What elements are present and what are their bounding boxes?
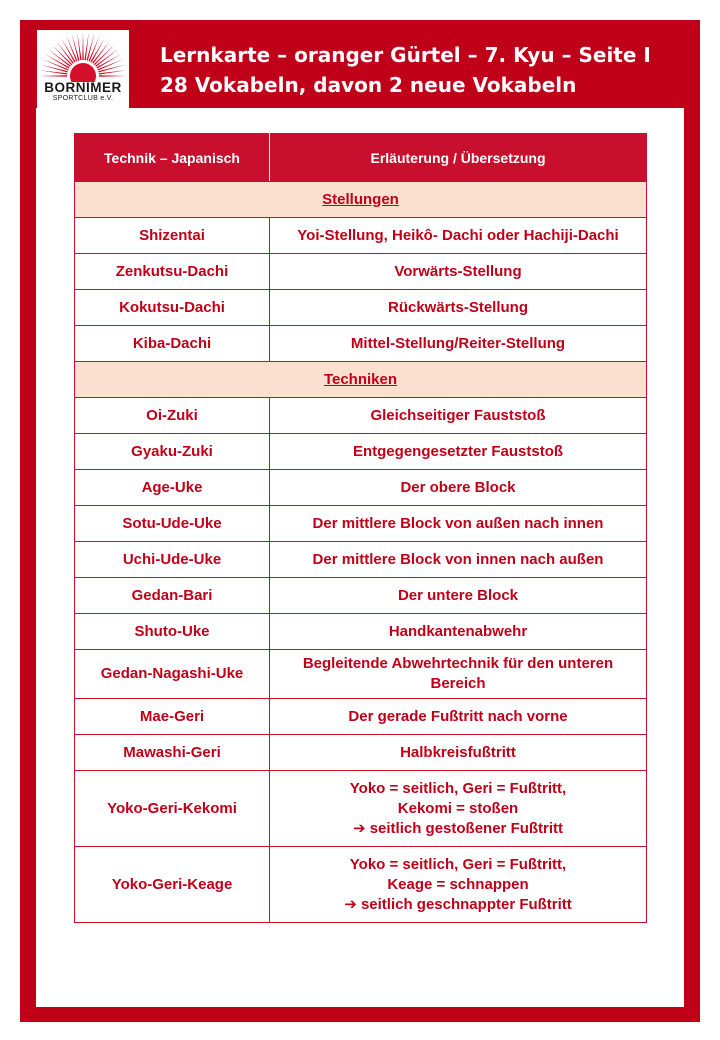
table-row (75, 470, 647, 506)
description-line: Der mittlere Block von innen nach außen (312, 550, 604, 568)
table-header-row (75, 134, 647, 182)
logo-subtitle: SPORTCLUB e.V. (52, 95, 114, 102)
description-cell (270, 290, 647, 326)
description-line: Yoi-Stellung, Heikô- Dachi oder Hachiji-Dachi (297, 226, 619, 244)
table-row (75, 506, 647, 542)
vocab-table (74, 133, 647, 923)
club-logo (37, 30, 129, 108)
description-line: Bereich (430, 675, 486, 692)
description-line: Der mittlere Block von außen nach innen (312, 514, 604, 532)
description-cell (270, 218, 647, 254)
description-cell (270, 326, 647, 362)
table-row (75, 434, 647, 470)
section-row (75, 362, 647, 398)
term-cell: Yoko-Geri-Keage (75, 847, 270, 923)
title-line-1: Lernkarte – oranger Gürtel – 7. Kyu – Seite I (160, 43, 651, 67)
description-line: Kekomi = stoßen (397, 799, 519, 817)
section-row (75, 182, 647, 218)
description-line: Begleitende Abwehrtechnik für den unteren (302, 655, 614, 672)
table-row (75, 578, 647, 614)
table-row (75, 847, 647, 923)
description-line: Mittel-Stellung/Reiter-Stellung (350, 334, 566, 352)
description-cell (270, 847, 647, 923)
logo-name: BORNIMER (44, 80, 122, 95)
term-cell: Zenkutsu-Dachi (75, 254, 270, 290)
description-cell (270, 434, 647, 470)
table-row (75, 771, 647, 847)
description-line: Rückwärts-Stellung (387, 298, 529, 316)
table-row (75, 398, 647, 434)
description-cell (270, 398, 647, 434)
description-line: Yoko = seitlich, Geri = Fußtritt, (349, 779, 567, 797)
description-cell (270, 506, 647, 542)
card-title (160, 40, 651, 100)
description-cell (270, 735, 647, 771)
vocab-body (75, 182, 647, 923)
description-line: Handkantenabwehr (388, 622, 528, 640)
description-cell (270, 254, 647, 290)
description-line: Der obere Block (400, 478, 516, 496)
description-line: Gleichseitiger Fauststoß (370, 406, 546, 424)
term-cell: Gyaku-Zuki (75, 434, 270, 470)
term-cell: Oi-Zuki (75, 398, 270, 434)
description-line: Yoko = seitlich, Geri = Fußtritt, (349, 855, 567, 873)
description-line: ➔ seitlich geschnappter Fußtritt (344, 895, 572, 913)
description-line: Vorwärts-Stellung (394, 262, 522, 280)
term-cell: Yoko-Geri-Kekomi (75, 771, 270, 847)
description-line: ➔ seitlich gestoßener Fußtritt (352, 819, 564, 837)
table-row (75, 254, 647, 290)
description-line: Entgegengesetzter Fauststoß (352, 442, 564, 460)
description-line: Der gerade Fußtritt nach vorne (348, 707, 568, 725)
term-cell: Gedan-Bari (75, 578, 270, 614)
description-line: Keage = schnappen (387, 875, 529, 893)
table-row (75, 735, 647, 771)
table-row (75, 290, 647, 326)
description-cell (270, 650, 647, 699)
description-cell (270, 470, 647, 506)
term-cell: Gedan-Nagashi-Uke (75, 650, 270, 699)
table-row (75, 326, 647, 362)
term-cell: Mae-Geri (75, 699, 270, 735)
header-translation: Erläuterung / Übersetzung (270, 134, 647, 182)
term-cell: Mawashi-Geri (75, 735, 270, 771)
description-cell (270, 614, 647, 650)
table-row (75, 699, 647, 735)
table-row (75, 650, 647, 699)
description-cell (270, 771, 647, 847)
title-line-2: 28 Vokabeln, davon 2 neue Vokabeln (160, 73, 577, 97)
term-cell: Kiba-Dachi (75, 326, 270, 362)
section-title: Stellungen (75, 182, 647, 218)
description-cell (270, 699, 647, 735)
sunrise-icon (37, 30, 129, 82)
header-japanese: Technik – Japanisch (75, 134, 270, 182)
section-title: Techniken (75, 362, 647, 398)
term-cell: Uchi-Ude-Uke (75, 542, 270, 578)
term-cell: Kokutsu-Dachi (75, 290, 270, 326)
table-row (75, 614, 647, 650)
term-cell: Sotu-Ude-Uke (75, 506, 270, 542)
description-cell (270, 578, 647, 614)
description-cell (270, 542, 647, 578)
description-line: Der untere Block (397, 586, 519, 604)
term-cell: Shuto-Uke (75, 614, 270, 650)
term-cell: Shizentai (75, 218, 270, 254)
description-line: Halbkreisfußtritt (400, 743, 516, 761)
term-cell: Age-Uke (75, 470, 270, 506)
table-row (75, 542, 647, 578)
table-row (75, 218, 647, 254)
